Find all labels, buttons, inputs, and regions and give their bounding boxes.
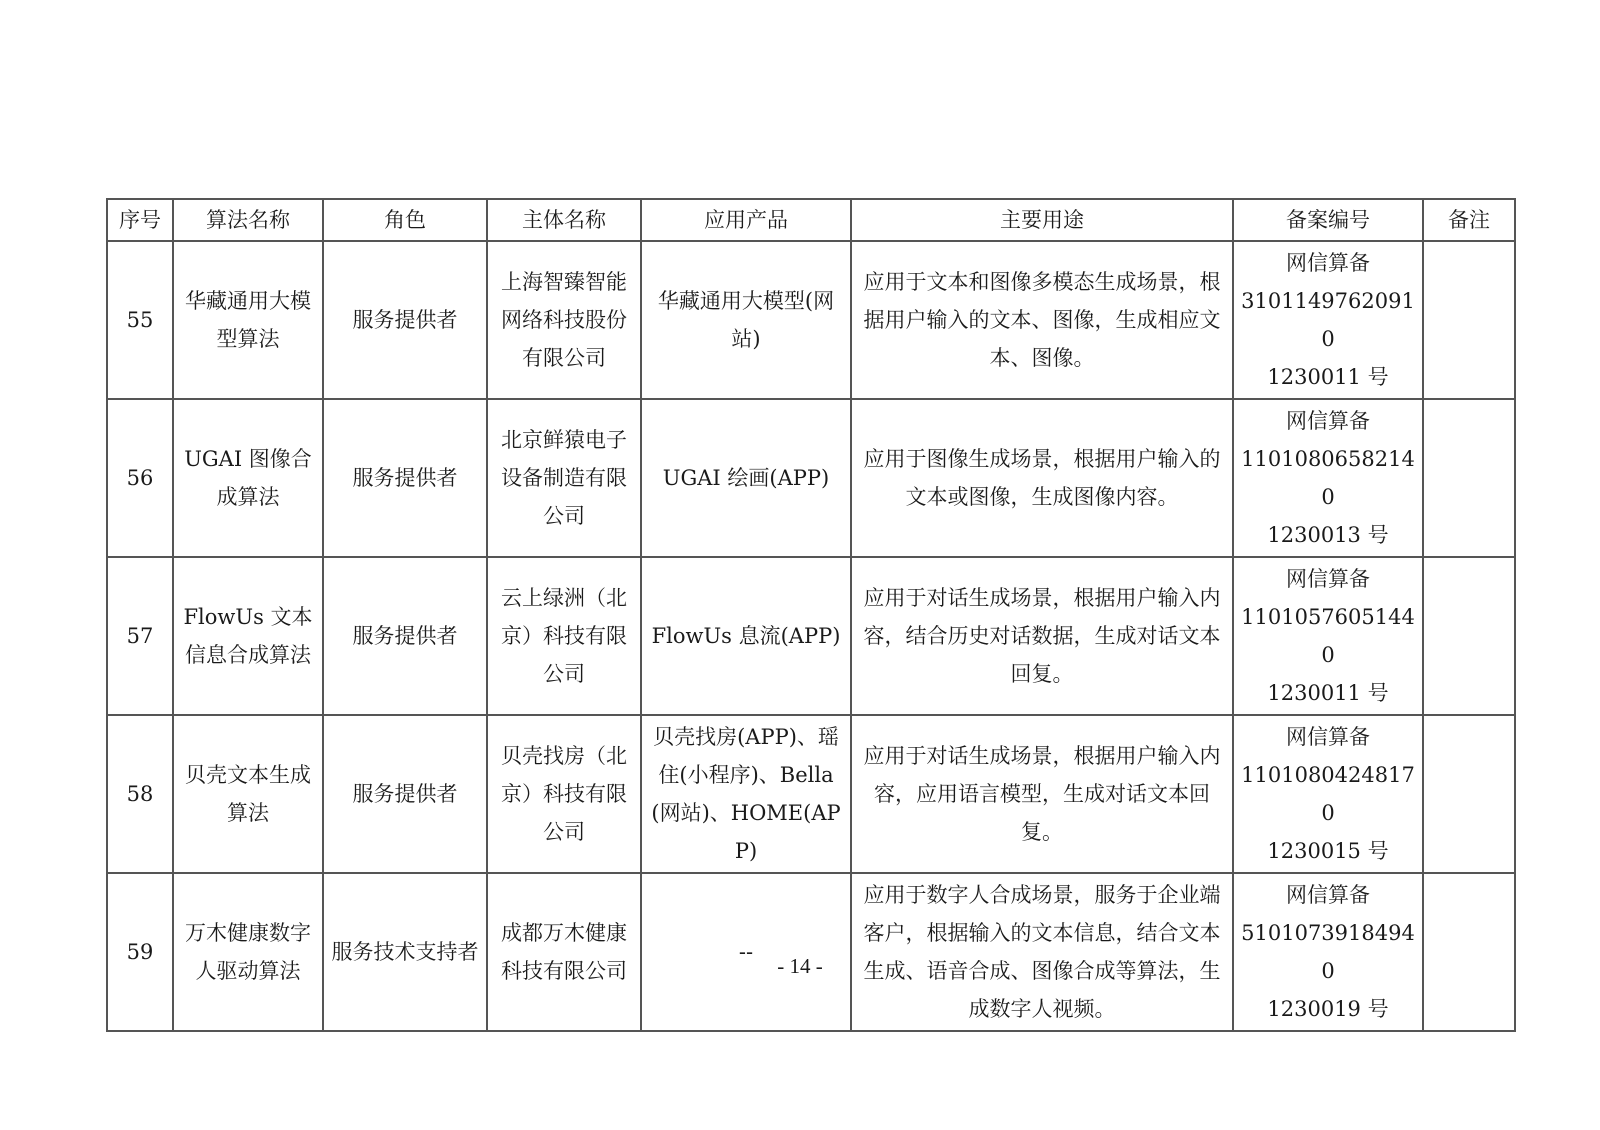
filing-digits: 31011497620910 bbox=[1241, 289, 1415, 351]
cell-main-usage: 应用于文本和图像多模态生成场景，根据用户输入的文本、图像，生成相应文本、图像。 bbox=[851, 241, 1233, 399]
cell-entity-name: 云上绿洲（北京）科技有限公司 bbox=[487, 557, 641, 715]
header-remark: 备注 bbox=[1423, 199, 1515, 241]
cell-main-usage: 应用于数字人合成场景，服务于企业端客户，根据输入的文本信息，结合文本生成、语音合成、图像合成等算法，生成数字人视频。 bbox=[851, 873, 1233, 1031]
filing-digits: 11010806582140 bbox=[1241, 447, 1415, 509]
table-row bbox=[107, 557, 1515, 715]
page-number: - 14 - bbox=[777, 954, 823, 978]
cell-application-product: UGAI 绘画(APP) bbox=[641, 399, 851, 557]
filing-digits: 51010739184940 bbox=[1241, 921, 1415, 983]
cell-algorithm-name: 万木健康数字人驱动算法 bbox=[173, 873, 323, 1031]
header-serial-number: 序号 bbox=[107, 199, 173, 241]
cell-remark bbox=[1423, 241, 1515, 399]
cell-entity-name: 贝壳找房（北京）科技有限公司 bbox=[487, 715, 641, 873]
filing-suffix: 1230011 号 bbox=[1267, 681, 1389, 705]
header-main-usage: 主要用途 bbox=[851, 199, 1233, 241]
cell-filing-number bbox=[1233, 399, 1423, 557]
cell-algorithm-name: 贝壳文本生成算法 bbox=[173, 715, 323, 873]
table-row bbox=[107, 241, 1515, 399]
cell-role: 服务提供者 bbox=[323, 241, 487, 399]
cell-main-usage: 应用于对话生成场景，根据用户输入内容，应用语言模型，生成对话文本回复。 bbox=[851, 715, 1233, 873]
cell-application-product: -- bbox=[641, 873, 851, 1031]
cell-remark bbox=[1423, 399, 1515, 557]
cell-application-product: 贝壳找房(APP)、瑶住(小程序)、Bella(网站)、HOME(APP) bbox=[641, 715, 851, 873]
filing-prefix: 网信算备 bbox=[1286, 883, 1370, 907]
filing-prefix: 网信算备 bbox=[1286, 567, 1370, 591]
table-row bbox=[107, 399, 1515, 557]
cell-filing-number bbox=[1233, 241, 1423, 399]
algorithm-filing-table bbox=[106, 198, 1516, 1032]
filing-digits: 11010576051440 bbox=[1241, 605, 1415, 667]
filing-prefix: 网信算备 bbox=[1286, 251, 1370, 275]
header-algorithm-name: 算法名称 bbox=[173, 199, 323, 241]
header-entity-name: 主体名称 bbox=[487, 199, 641, 241]
cell-main-usage: 应用于对话生成场景，根据用户输入内容，结合历史对话数据，生成对话文本回复。 bbox=[851, 557, 1233, 715]
cell-role: 服务提供者 bbox=[323, 399, 487, 557]
filing-digits: 11010804248170 bbox=[1241, 763, 1415, 825]
cell-entity-name: 上海智臻智能网络科技股份有限公司 bbox=[487, 241, 641, 399]
cell-serial-number: 56 bbox=[107, 399, 173, 557]
cell-role: 服务技术支持者 bbox=[323, 873, 487, 1031]
cell-algorithm-name: 华藏通用大模型算法 bbox=[173, 241, 323, 399]
cell-filing-number bbox=[1233, 715, 1423, 873]
cell-main-usage: 应用于图像生成场景，根据用户输入的文本或图像，生成图像内容。 bbox=[851, 399, 1233, 557]
cell-remark bbox=[1423, 873, 1515, 1031]
filing-suffix: 1230019 号 bbox=[1267, 997, 1389, 1021]
cell-algorithm-name: UGAI 图像合成算法 bbox=[173, 399, 323, 557]
cell-serial-number: 59 bbox=[107, 873, 173, 1031]
filing-suffix: 1230015 号 bbox=[1267, 839, 1389, 863]
cell-role: 服务提供者 bbox=[323, 715, 487, 873]
table-row bbox=[107, 715, 1515, 873]
cell-remark bbox=[1423, 557, 1515, 715]
cell-application-product: FlowUs 息流(APP) bbox=[641, 557, 851, 715]
header-filing-number: 备案编号 bbox=[1233, 199, 1423, 241]
header-role: 角色 bbox=[323, 199, 487, 241]
cell-filing-number bbox=[1233, 873, 1423, 1031]
filing-prefix: 网信算备 bbox=[1286, 409, 1370, 433]
cell-filing-number bbox=[1233, 557, 1423, 715]
cell-algorithm-name: FlowUs 文本信息合成算法 bbox=[173, 557, 323, 715]
filing-prefix: 网信算备 bbox=[1286, 725, 1370, 749]
filing-suffix: 1230011 号 bbox=[1267, 365, 1389, 389]
table-row bbox=[107, 873, 1515, 1031]
cell-serial-number: 58 bbox=[107, 715, 173, 873]
cell-serial-number: 55 bbox=[107, 241, 173, 399]
cell-remark bbox=[1423, 715, 1515, 873]
cell-entity-name: 北京鲜猿电子设备制造有限公司 bbox=[487, 399, 641, 557]
table-header-row bbox=[107, 199, 1515, 241]
cell-application-product: 华藏通用大模型(网站) bbox=[641, 241, 851, 399]
header-application-product: 应用产品 bbox=[641, 199, 851, 241]
cell-role: 服务提供者 bbox=[323, 557, 487, 715]
filing-suffix: 1230013 号 bbox=[1267, 523, 1389, 547]
cell-serial-number: 57 bbox=[107, 557, 173, 715]
cell-entity-name: 成都万木健康科技有限公司 bbox=[487, 873, 641, 1031]
